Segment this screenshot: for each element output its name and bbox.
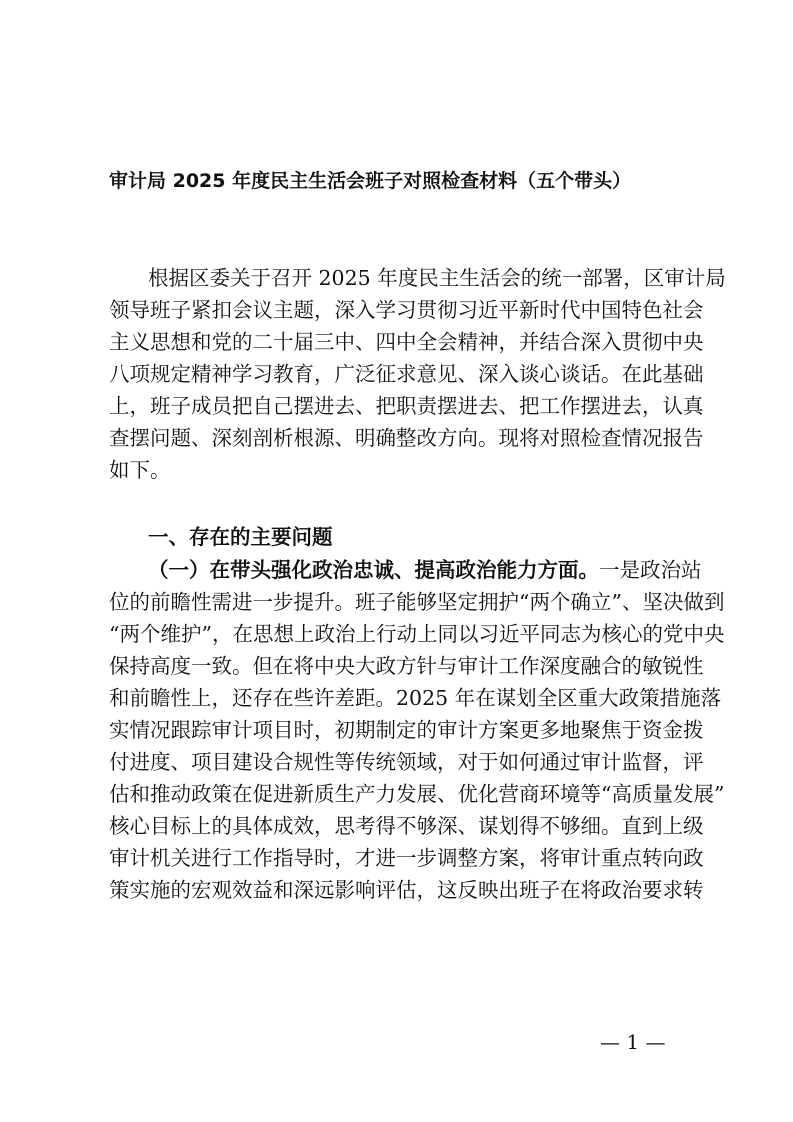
subsection-text: 一是政治站	[599, 558, 702, 582]
subsection-heading: （一）在带头强化政治忠诚、提高政治能力方面。	[148, 558, 599, 582]
document-title: 审计局 2025 年度民主生活会班子对照检查材料（五个带头）	[109, 170, 632, 192]
intro-line: 主义思想和党的二十届三中、四中全会精神，并结合深入贯彻中央	[109, 330, 704, 354]
subsection-line	[148, 555, 700, 585]
intro-line: 八项规定精神学习教育，广泛征求意见、深入谈心谈话。在此基础	[109, 362, 704, 386]
body-line: 付进度、项目建设合规性等传统领域，对于如何通过审计监督，评	[109, 750, 704, 774]
intro-line: 查摆问题、深刻剖析根源、明确整改方向。现将对照检查情况报告	[109, 426, 704, 450]
body-line: 策实施的宏观效益和深远影响评估，这反映出班子在将政治要求转	[109, 878, 704, 902]
body-line: 位的前瞻性需进一步提升。班子能够坚定拥护“两个确立”、坚决做到	[109, 590, 725, 614]
body-line: 估和推动政策在促进新质生产力发展、优化营商环境等“高质量发展”	[109, 782, 725, 806]
intro-line: 上，班子成员把自己摆进去、把职责摆进去、把工作摆进去，认真	[109, 394, 704, 418]
body-line: “两个维护”，在思想上政治上行动上同以习近平同志为核心的党中央	[109, 622, 725, 646]
body-line: 核心目标上的具体成效，思考得不够深、谋划得不够细。直到上级	[109, 814, 704, 838]
body-line: 实情况跟踪审计项目时，初期制定的审计方案更多地聚焦于资金拨	[109, 718, 704, 742]
page-number: — 1 —	[600, 1030, 666, 1054]
body-line: 保持高度一致。但在将中央大政方针与审计工作深度融合的敏锐性	[109, 654, 704, 678]
intro-line: 根据区委关于召开 2025 年度民主生活会的统一部署，区审计局	[148, 266, 726, 290]
section-heading: 一、存在的主要问题	[148, 525, 333, 549]
body-line: 审计机关进行工作指导时，才进一步调整方案，将审计重点转向政	[109, 846, 704, 870]
body-line: 和前瞻性上，还存在些许差距。2025 年在谋划全区重大政策措施落	[109, 686, 722, 710]
intro-line: 领导班子紧扣会议主题，深入学习贯彻习近平新时代中国特色社会	[109, 298, 704, 322]
intro-line: 如下。	[109, 458, 171, 482]
